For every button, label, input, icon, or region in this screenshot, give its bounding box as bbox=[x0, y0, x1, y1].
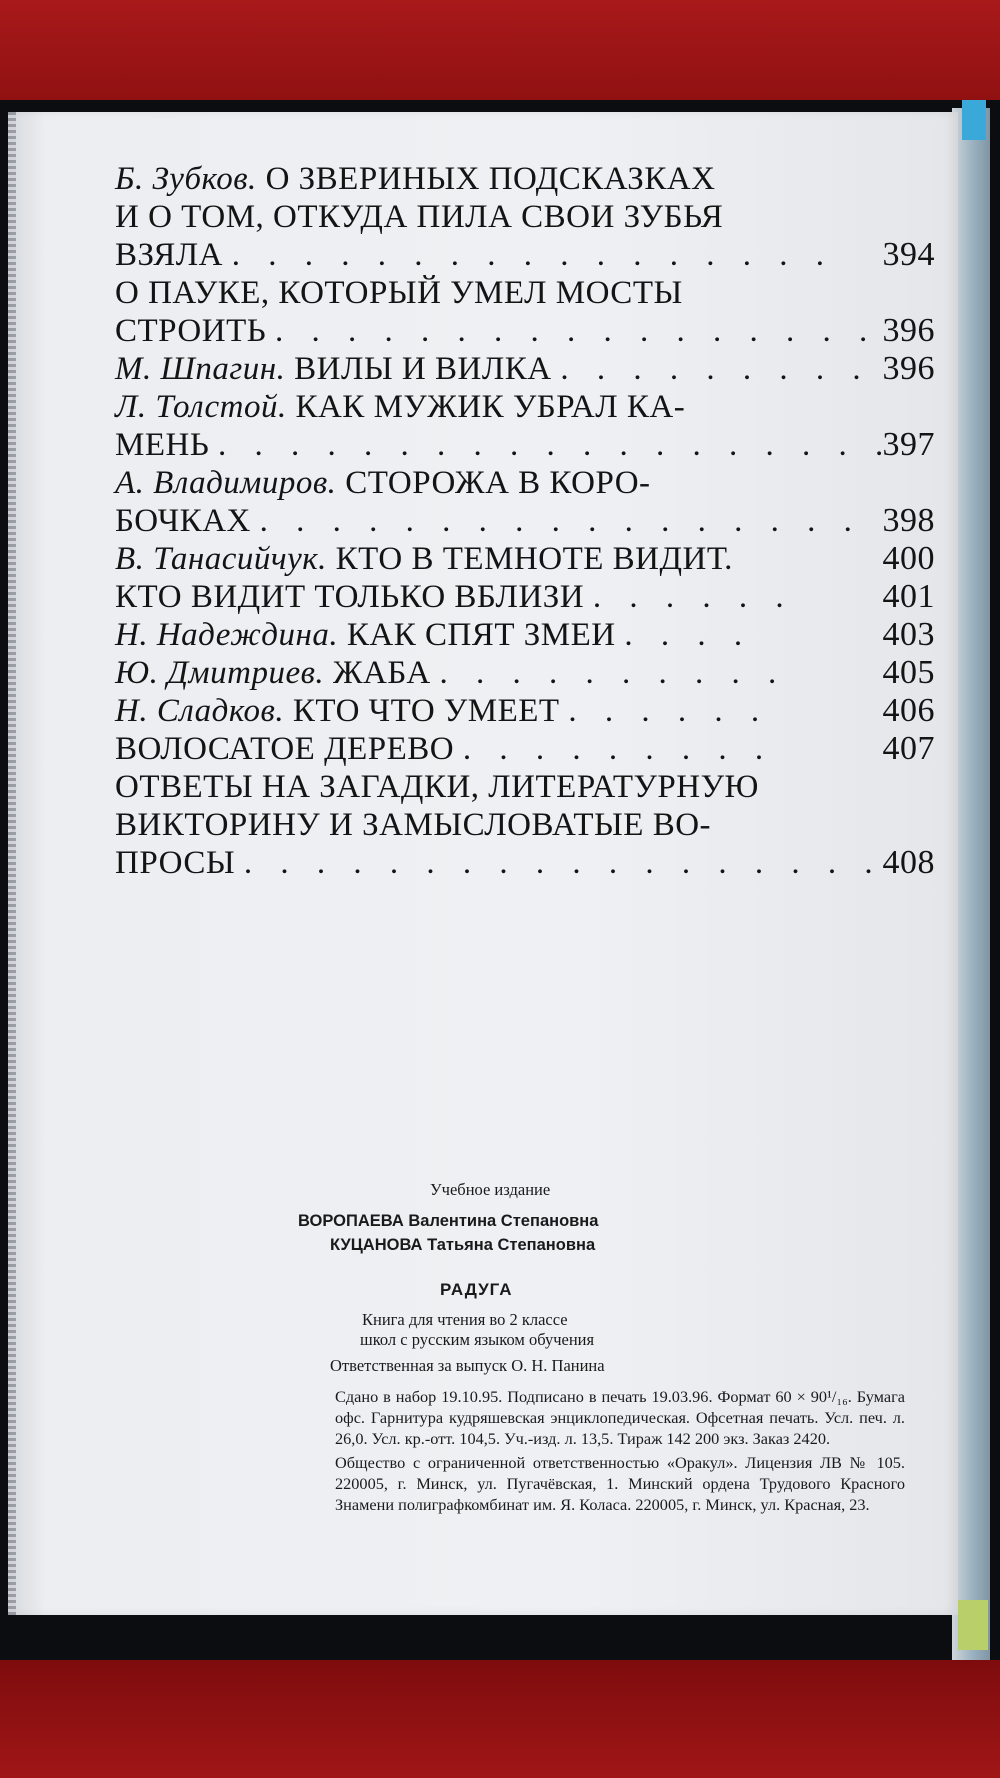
edition-type: Учебное издание bbox=[430, 1180, 551, 1199]
toc-page-number: 398 bbox=[882, 502, 935, 539]
print-info-line-1: Сдано в набор 19.10.95. Подписано в печать 19.03.96. Формат 60 × 90¹/₁₆. Бумага bbox=[335, 1387, 905, 1406]
toc-page-number: 400 bbox=[882, 540, 935, 577]
toc-page-number: 401 bbox=[882, 578, 935, 615]
toc-author: Н. Сладков. bbox=[115, 693, 285, 729]
toc-line bbox=[115, 160, 935, 198]
toc-leader-dots: . . . . bbox=[624, 617, 753, 653]
toc-title: О ЗВЕРИНЫХ ПОДСКАЗКАХ bbox=[256, 161, 716, 197]
toc-title: СТОРОЖА В КОРО- bbox=[336, 465, 651, 501]
book-subtitle-1: Книга для чтения во 2 классе bbox=[362, 1310, 568, 1329]
page-spine-edge bbox=[8, 112, 16, 1615]
toc-line bbox=[115, 236, 935, 274]
author-1 bbox=[298, 1212, 598, 1231]
toc-page-number: 408 bbox=[882, 844, 935, 881]
toc-page-number: 405 bbox=[882, 654, 935, 691]
red-cloth-background-bottom bbox=[0, 1660, 1000, 1778]
toc-line bbox=[115, 692, 935, 730]
toc-title: КТО В ТЕМНОТЕ ВИДИТ. bbox=[326, 541, 733, 577]
toc-author: Л. Толстой. bbox=[115, 389, 287, 425]
toc-title: ВОЛОСАТОЕ ДЕРЕВО bbox=[115, 731, 455, 767]
toc-author: М. Шпагин. bbox=[115, 351, 286, 387]
toc-title: ПРОСЫ bbox=[115, 845, 236, 881]
toc-title: ОТВЕТЫ НА ЗАГАДКИ, ЛИТЕРАТУРНУЮ bbox=[115, 769, 759, 805]
toc-page-number: 397 bbox=[882, 426, 935, 463]
toc-page-number: 396 bbox=[882, 312, 935, 349]
author-1-surname: ВОРОПАЕВА bbox=[298, 1212, 404, 1230]
toc-author: В. Танасийчук. bbox=[115, 541, 327, 577]
toc-page-number: 403 bbox=[882, 616, 935, 653]
cover-corner-green bbox=[958, 1600, 988, 1650]
toc-page-number: 406 bbox=[882, 692, 935, 729]
toc-leader-dots: . . . . . . . . . . bbox=[439, 655, 787, 691]
toc-leader-dots: . . . . . . . . . . . . . . . . . bbox=[259, 503, 862, 539]
print-info-line-3: 26,0. Усл. кр.-отт. 104,5. Уч.-изд. л. 13,5. Тираж 142 200 экз. Заказ 2420. bbox=[335, 1429, 831, 1448]
toc-page-number: 407 bbox=[882, 730, 935, 767]
toc-leader-dots: . . . . . . . . . . . . . . . . . bbox=[274, 313, 878, 349]
author-2-surname: КУЦАНОВА bbox=[330, 1236, 423, 1254]
toc-page-number: 394 bbox=[882, 236, 935, 273]
toc-page-number: 396 bbox=[882, 350, 935, 387]
table-of-contents bbox=[115, 160, 935, 882]
toc-line bbox=[115, 464, 935, 502]
toc-leader-dots: . . . . . . . . . . . . . . . . . . . bbox=[218, 427, 894, 463]
toc-title: БОЧКАХ bbox=[115, 503, 251, 539]
toc-line bbox=[115, 844, 935, 882]
toc-title: КАК СПЯТ ЗМЕИ bbox=[338, 617, 616, 653]
toc-title: ЖАБА bbox=[324, 655, 431, 691]
toc-line bbox=[115, 388, 935, 426]
book-title: РАДУГА bbox=[440, 1280, 513, 1299]
author-1-name: Валентина Степановна bbox=[403, 1212, 599, 1230]
responsible-editor: Ответственная за выпуск О. Н. Панина bbox=[330, 1356, 605, 1375]
cover-corner-blue bbox=[962, 100, 986, 140]
publisher-info-line-2: 220005, г. Минск, ул. Пугачёвская, 1. Минский ордена Трудового Красного bbox=[335, 1474, 905, 1493]
toc-line bbox=[115, 730, 935, 768]
toc-line bbox=[115, 274, 935, 312]
toc-title: КТО ВИДИТ ТОЛЬКО ВБЛИЗИ bbox=[115, 579, 585, 615]
toc-title: КТО ЧТО УМЕЕТ bbox=[284, 693, 560, 729]
red-cloth-background-top bbox=[0, 0, 1000, 112]
toc-leader-dots: . . . . . . bbox=[592, 579, 794, 615]
toc-line bbox=[115, 806, 935, 844]
toc-author: Н. Надеждина. bbox=[115, 617, 339, 653]
toc-line bbox=[115, 312, 935, 350]
toc-title: ВЗЯЛА bbox=[115, 237, 224, 273]
toc-leader-dots: . . . . . . bbox=[568, 693, 770, 729]
publisher-info-line-3: Знамени полиграфкомбинат им. Я. Коласа. 220005, г. Минск, ул. Красная, 23. bbox=[335, 1495, 870, 1514]
toc-leader-dots: . . . . . . . . . . . . . . . . . . bbox=[243, 845, 883, 881]
author-2 bbox=[330, 1236, 595, 1255]
toc-line bbox=[115, 654, 935, 692]
print-info-line-2: офс. Гарнитура кудряшевская энциклопедическая. Офсетная печать. Усл. печ. л. bbox=[335, 1408, 905, 1427]
toc-leader-dots: . . . . . . . . . bbox=[560, 351, 871, 387]
toc-line bbox=[115, 578, 935, 616]
toc-author: Б. Зубков. bbox=[115, 161, 257, 197]
toc-title: ВИЛЫ И ВИЛКА bbox=[285, 351, 552, 387]
toc-author: Ю. Дмитриев. bbox=[115, 655, 325, 691]
toc-line bbox=[115, 502, 935, 540]
toc-title: КАК МУЖИК УБРАЛ КА- bbox=[286, 389, 686, 425]
author-2-name: Татьяна Степановна bbox=[422, 1236, 596, 1254]
toc-line bbox=[115, 540, 935, 578]
toc-line bbox=[115, 616, 935, 654]
toc-title: МЕНЬ bbox=[115, 427, 210, 463]
toc-title: И О ТОМ, ОТКУДА ПИЛА СВОИ ЗУБЬЯ bbox=[115, 199, 724, 235]
toc-line bbox=[115, 198, 935, 236]
toc-line bbox=[115, 768, 935, 806]
toc-leader-dots: . . . . . . . . . . . . . . . . . bbox=[231, 237, 835, 273]
toc-title: О ПАУКЕ, КОТОРЫЙ УМЕЛ МОСТЫ bbox=[115, 275, 683, 311]
toc-title: ВИКТОРИНУ И ЗАМЫСЛОВАТЫЕ ВО- bbox=[115, 807, 712, 843]
toc-title: СТРОИТЬ bbox=[115, 313, 267, 349]
book-subtitle-2: школ с русским языком обучения bbox=[360, 1330, 595, 1349]
publisher-info-line-1: Общество с ограниченной ответственностью «Оракул». Лицензия ЛВ № 105. bbox=[335, 1453, 905, 1472]
toc-author: А. Владимиров. bbox=[115, 465, 337, 501]
toc-leader-dots: . . . . . . . . . bbox=[462, 731, 774, 767]
toc-line bbox=[115, 426, 935, 464]
toc-line bbox=[115, 350, 935, 388]
